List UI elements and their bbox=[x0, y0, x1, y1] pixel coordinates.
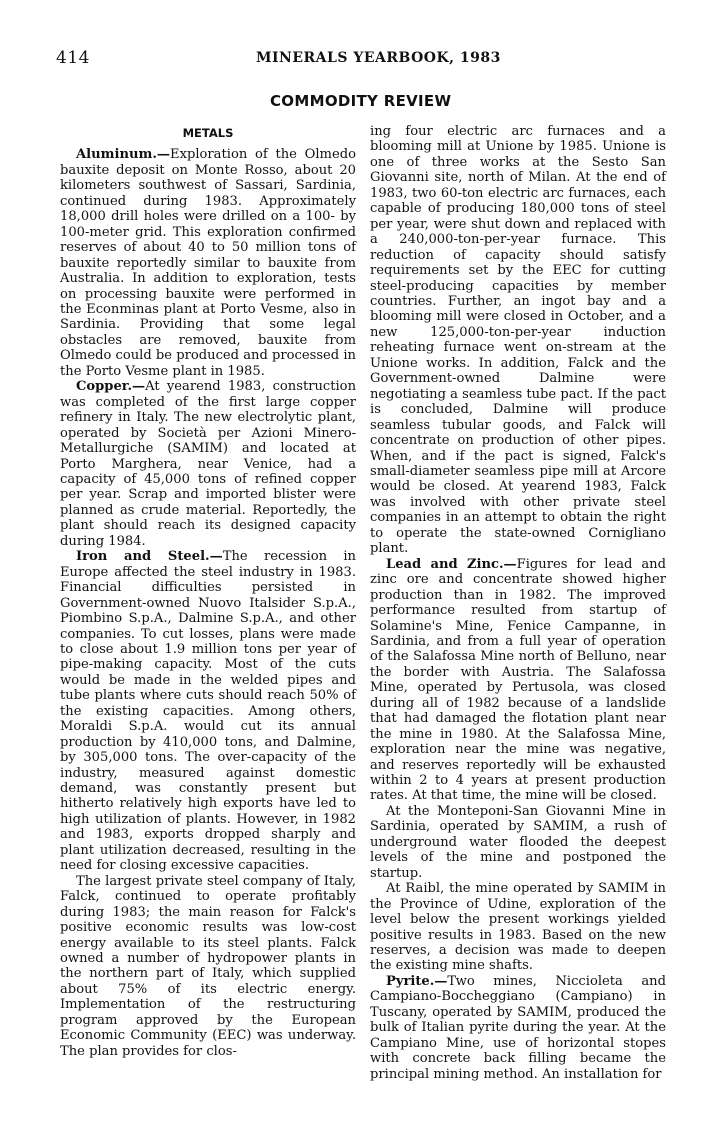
falck-text: The largest private steel company of Italy, Falck, continued to operate profitably during 1983; the main reason for Falck's positive economic results was low-cost energy available to its steel plants. Falck owned a number of hydropower plants in the northern part of Italy, which supplied about 75% of its electric energy. Implementation of the restructuring program approved by the European Economic Community (EEC) was underway. The plan provides for clos- bbox=[60, 873, 356, 1059]
running-header bbox=[56, 48, 656, 70]
iron-steel-paragraph bbox=[60, 549, 356, 874]
left-column bbox=[60, 126, 356, 1059]
section-title: COMMODITY REVIEW bbox=[270, 92, 452, 110]
raibl-paragraph bbox=[370, 881, 666, 974]
lead-zinc-paragraph bbox=[370, 557, 666, 804]
running-title: MINERALS YEARBOOK, 1983 bbox=[256, 50, 501, 66]
lead-zinc-lead: Lead and Zinc.— bbox=[386, 556, 517, 572]
metals-subheading: METALS bbox=[182, 126, 234, 140]
pyrite-lead: Pyrite.— bbox=[386, 973, 448, 989]
falck-paragraph bbox=[60, 874, 356, 1059]
raibl-text: At Raibl, the mine operated by SAMIM in the Province of Udine, exploration of the level below the present workings yielded positive results in 1983. Based on the new reserves, a decision was made to deepen the existing mine shafts. bbox=[370, 881, 666, 974]
falck-continued-text: ing four electric arc furnaces and a blooming mill at Unione by 1985. Unione is one of three works at the Sesto San Giovanni site, north of Milan. At the end of 1983, two 60-ton electric arc furnaces, each capable of producing 180,000 tons of steel per year, were shut down and replaced with a 240,000-ton-per-year furnace. This reduction of capacity should satisfy requirements set by the EEC for cutting steel-producing capacities by member countries. Further, an ingot bay and a blooming mill were closed in October, and a new 125,000-ton-per-year induction reheating furnace went on-stream at the Unione works. In addition, Falck and the Government-owned Dalmine were negotiating a seamless tube pact. If the pact is concluded, Dalmine will produce seamless tubular goods, and Falck will concentrate on production of other pipes. When, and if the pact is signed, Falck's small-diameter seamless pipe mill at Arcore would be closed. At yearend 1983, Falck was involved with other private steel companies in an attempt to obtain the right to operate the state-owned Cornigliano plant. bbox=[370, 124, 666, 557]
pyrite-paragraph bbox=[370, 974, 666, 1082]
pyrite-text: Two mines, Niccioleta and Campiano-Boccheggiano (Campiano) in Tuscany, operated by SAMIM, produced the bulk of Italian pyrite during the year. At the Campiano Mine, use of horizontal stopes with concrete back filling became the principal mining method. An installation for bbox=[370, 973, 666, 1082]
copper-paragraph bbox=[60, 379, 356, 549]
copper-text: At yearend 1983, construction was completed of the first large copper refinery in Italy. The new electrolytic plant, operated by Società per Azioni Minero-Metallurgiche (SAMIM) and located at Porto Marghera, near Venice, had a capacity of 45,000 tons of refined copper per year. Scrap and imported blister were planned as crude material. Reportedly, the plant should reach its designed capacity during 1984. bbox=[60, 379, 356, 549]
monteponi-paragraph bbox=[370, 804, 666, 881]
aluminum-lead: Aluminum.— bbox=[76, 147, 171, 163]
lead-zinc-text: Figures for lead and zinc ore and concentrate showed higher production than in 1982. The improved performance resulted from startup of Solamine's Mine, Fenice Campanne, in Sardinia, and from a full year of operation of the Salafossa Mine north of Belluno, near the border with Austria. The Salafossa Mine, operated by Pertusola, was closed during all of 1982 because of a landslide that had damaged the flotation plant near the mine in 1980. At the Salafossa Mine, exploration near the mine was negative, and reserves reportedly will be exhausted within 2 to 4 years at present production rates. At that time, the mine will be closed. bbox=[370, 556, 666, 804]
aluminum-paragraph bbox=[60, 147, 356, 379]
page-number: 414 bbox=[56, 48, 90, 68]
iron-steel-text: The recession in Europe affected the steel industry in 1983. Financial difficulties persisted in Government-owned Nuovo Italsider S.p.A., Piombino S.p.A., Dalmine S.p.A., and other companies. To cut losses, plans were made to close about 1.9 million tons per year of pipe-making capacity. Most of the cuts would be made in the welded pipes and tube plants where cuts should reach 50% of the existing capacities. Among others, Moraldi S.p.A. would cut its annual production by 410,000 tons, and Dalmine, by 305,000 tons. The over-capacity of the industry, measured against domestic demand, was constantly present but hitherto relatively high exports have led to high utilization of plants. However, in 1982 and 1983, exports dropped sharply and plant utilization decreased, resulting in the need for closing excessive capacities. bbox=[60, 549, 356, 874]
aluminum-text: Exploration of the Olmedo bauxite deposit on Monte Rosso, about 20 kilometers southwest of Sassari, Sardinia, continued during 1983. Approximately 18,000 drill holes were drilled on a 100- by 100-meter grid. This exploration confirmed reserves of about 40 to 50 million tons of bauxite reportedly similar to bauxite from Australia. In addition to exploration, tests on processing bauxite were performed in the Econminas plant at Porto Vesme, also in Sardinia. Providing that some legal obstacles are removed, bauxite from Olmedo could be produced and processed in the Porto Vesme plant in 1985. bbox=[60, 147, 356, 379]
falck-continued-paragraph bbox=[370, 124, 666, 557]
right-column bbox=[370, 124, 666, 1082]
monteponi-text: At the Monteponi-San Giovanni Mine in Sardinia, operated by SAMIM, a rush of underground water flooded the deepest levels of the mine and postponed the startup. bbox=[370, 803, 666, 881]
iron-steel-lead: Iron and Steel.— bbox=[76, 549, 223, 565]
copper-lead: Copper.— bbox=[76, 379, 146, 395]
